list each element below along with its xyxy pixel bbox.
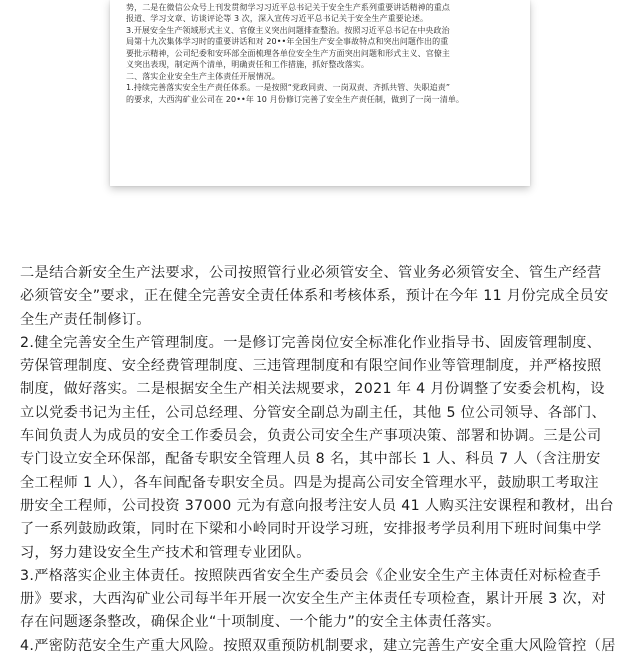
thumbnail-line: 势，二是在微信公众号上刊发贯彻学习习近平总书记关于安全生产系列重要讲话精神的重点	[126, 2, 450, 12]
body-line: 车间负责人为成员的安全工作委员会，负责公司安全生产事项决策、部署和协调。三是公司	[20, 428, 602, 445]
previous-page-thumbnail	[110, 0, 530, 186]
thumbnail-line: 义突出表现，制定两个清单，明确责任和工作措施，抓好整改落实。	[126, 60, 369, 69]
thumbnail-line: 报道、学习文章、访谈评论等 3 次，深入宣传习近平总书记关于安全生产重要论述。	[126, 14, 429, 23]
thumbnail-line: 1.持续完善落实安全生产责任体系。一是按照“党政同责、一岗双责、齐抓共管、失职追责”	[126, 83, 451, 92]
body-line: 必须管安全”要求，正在健全完善安全责任体系和考核体系，预计在今年 11 月份完成全员安	[20, 288, 609, 305]
body-line: 了一系列鼓励政策，同时在下梁和小岭同时开设学习班，安排报考学员利用下班时间集中学	[20, 521, 602, 538]
body-line: 存在问题逐条整改，确保企业“十项制度、一个能力”的安全主体责任落实。	[20, 614, 501, 631]
body-line: 立以党委书记为主任，公司总经理、分管安全副总为副主任，其他 5 位公司领导、各部门、	[20, 404, 607, 421]
body-line: 全工程师 1 人），各车间配备专职安全员。四是为提高公司安全管理水平，鼓励职工考取注	[20, 474, 599, 491]
body-line: 册安全工程师，公司投资 37000 元为有意向报考注安人员 41 人购买注安课程和教材，出台	[20, 497, 614, 514]
body-line: 4.严密防范安全生产重大风险。按照双重预防机制要求，建立完善生产安全重大风险管控（居	[20, 637, 616, 654]
body-line: 习，努力建设安全生产技术和管理专业团队。	[20, 544, 311, 561]
body-line: 专门设立安全环保部，配备专职安全管理人员 8 名，其中部长 1 人、科员 7 人（含注册安	[20, 451, 601, 468]
body-line: 二是结合新安全生产法要求，公司按照管行业必须管安全、管业务必须管安全、管生产经营	[20, 265, 602, 281]
body-line: 劳保管理制度、安全经费管理制度、三违管理制度和有限空间作业等管理制度，并严格按照	[20, 358, 602, 375]
thumbnail-line: 二、落实企业安全生产主体责任开展情况。	[126, 71, 280, 81]
body-line: 制度，做好落实。二是根据安全生产相关法规要求，2021 年 4 月份调整了安委会机构，设	[20, 381, 605, 398]
body-line: 全生产责任制修订。	[20, 311, 151, 328]
body-line: 册》要求，大西沟矿业公司每半年开展一次安全生产主体责任专项检查，累计开展 3 次，对	[20, 591, 607, 608]
thumbnail-line: 局第十九次集体学习时的重要讲话和对 20••年全国生产安全事故特点和突出问题作出的重	[126, 37, 449, 46]
body-line: 3.严格落实企业主体责任。按照陕西省安全生产委员会《企业安全生产主体责任对标检查手	[20, 567, 602, 584]
document-body	[20, 262, 624, 655]
body-line: 2.健全完善安全生产管理制度。一是修订完善岗位安全标准化作业指导书、固废管理制度、	[20, 334, 602, 351]
thumbnail-text-block	[126, 0, 518, 105]
thumbnail-line: 的要求，大西沟矿业公司在 20••年 10 月份修订完善了安全生产责任制，做到了一岗一清单。	[126, 94, 465, 104]
thumbnail-line: 3.开展安全生产领域形式主义、官僚主义突出问题排查整治。按照习近平总书记在中央政治	[126, 25, 450, 35]
thumbnail-line: 要批示精神，公司纪委和安环部全面梳理各单位安全生产方面突出问题和形式主义、官僚主	[126, 48, 450, 58]
